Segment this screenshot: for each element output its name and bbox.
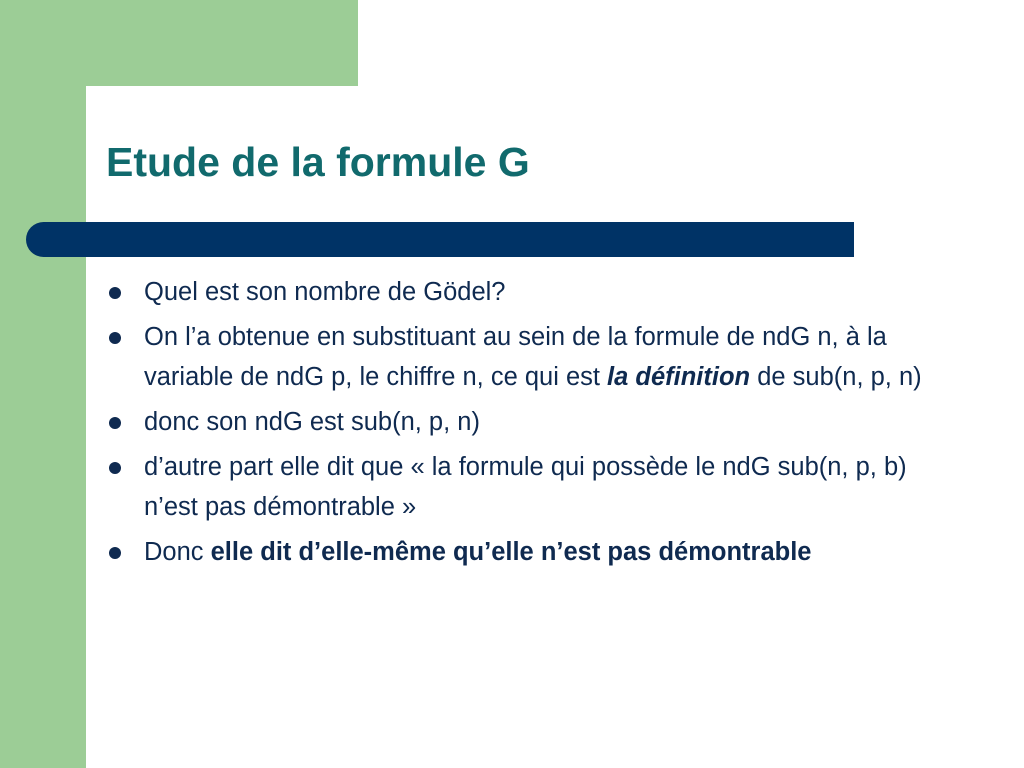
filled-circle-bullet-icon bbox=[109, 547, 121, 559]
bullet-item-4 bbox=[106, 447, 936, 527]
conclusion-emphasis: elle dit d’elle-même qu’elle n’est pas démontrable bbox=[210, 538, 812, 566]
filled-circle-bullet-icon bbox=[109, 462, 121, 474]
filled-circle-bullet-icon bbox=[109, 287, 121, 299]
filled-circle-bullet-icon bbox=[109, 417, 121, 429]
bullet-item-3 bbox=[106, 402, 936, 442]
bullet-text-pre: On l’a obtenue en substituant au sein de la formule de ndG n, à la variable de ndG p, le chiffre n, ce qui est bbox=[144, 323, 887, 391]
bullet-text: Quel est son nombre de Gödel? bbox=[144, 278, 506, 306]
bullet-item-2 bbox=[106, 317, 936, 397]
bullet-text-pre: Donc bbox=[144, 538, 211, 566]
bullet-list bbox=[106, 272, 936, 577]
green-sidebar bbox=[0, 0, 86, 768]
bullet-text: d’autre part elle dit que « la formule qui possède le ndG sub(n, p, b) n’est pas démontrable » bbox=[144, 453, 907, 521]
title-underline-bar bbox=[26, 222, 854, 257]
slide-title: Etude de la formule G bbox=[106, 139, 530, 185]
bullet-text-post: de sub(n, p, n) bbox=[750, 363, 922, 391]
filled-circle-bullet-icon bbox=[109, 332, 121, 344]
definition-emphasis: la définition bbox=[607, 363, 751, 391]
bullet-item-1 bbox=[106, 272, 936, 312]
bullet-item-5 bbox=[106, 532, 936, 572]
bullet-text: donc son ndG est sub(n, p, n) bbox=[144, 408, 480, 436]
